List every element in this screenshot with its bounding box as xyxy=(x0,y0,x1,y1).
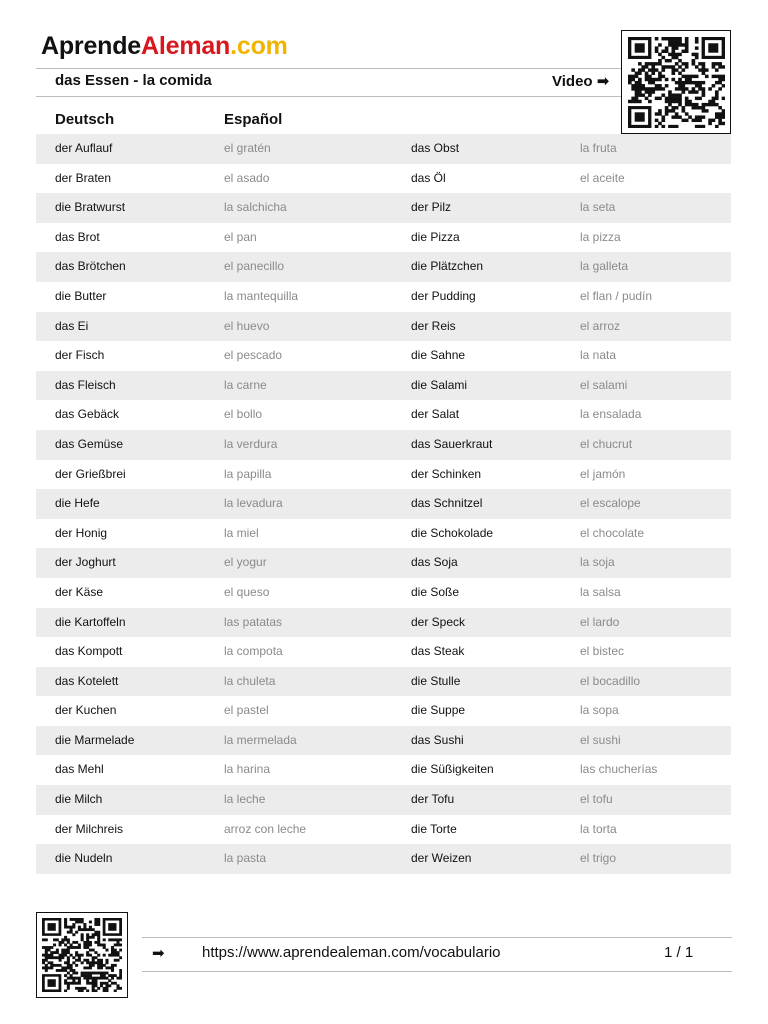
spanish-word: la ensalada xyxy=(580,407,642,422)
spanish-word: la verdura xyxy=(224,436,278,451)
table-row xyxy=(36,400,731,430)
table-row xyxy=(36,608,731,638)
german-word: die Hefe xyxy=(55,496,100,511)
german-word: das Öl xyxy=(411,170,446,185)
arrow-right-icon: ➡ xyxy=(596,73,610,90)
spanish-word: la papilla xyxy=(224,466,272,481)
german-word: die Nudeln xyxy=(55,851,113,866)
spanish-word: el flan / pudín xyxy=(580,288,653,303)
video-link[interactable] xyxy=(552,72,609,90)
column-header-espanol: Español xyxy=(224,111,283,128)
german-word: die Marmelade xyxy=(55,732,135,747)
table-row xyxy=(36,341,731,371)
spanish-word: el trigo xyxy=(580,851,617,866)
spanish-word: el jamón xyxy=(580,466,626,481)
table-row xyxy=(36,489,731,519)
spanish-word: el sushi xyxy=(580,732,621,747)
german-word: das Gemüse xyxy=(55,436,124,451)
spanish-word: la soja xyxy=(580,555,615,570)
spanish-word: el salami xyxy=(580,377,628,392)
logo-part-aprende: Aprende xyxy=(41,32,142,60)
site-logo xyxy=(41,31,288,61)
german-word: das Kompott xyxy=(55,644,123,659)
table-row xyxy=(36,134,731,164)
spanish-word: las patatas xyxy=(224,614,283,629)
table-row xyxy=(36,223,731,253)
spanish-word: el arroz xyxy=(580,318,621,333)
german-word: das Sushi xyxy=(411,732,464,747)
german-word: der Honig xyxy=(55,525,108,540)
german-word: die Soße xyxy=(411,584,460,599)
qr-code-icon xyxy=(628,37,725,128)
german-word: der Käse xyxy=(55,584,104,599)
spanish-word: el bocadillo xyxy=(580,673,641,688)
video-label: Video xyxy=(552,73,593,90)
german-word: die Pizza xyxy=(411,229,460,244)
arrow-right-icon: ➡ xyxy=(152,945,165,962)
german-word: der Salat xyxy=(411,407,460,422)
table-row xyxy=(36,726,731,756)
spanish-word: la seta xyxy=(580,200,616,215)
table-row xyxy=(36,519,731,549)
german-word: die Süßigkeiten xyxy=(411,762,494,777)
spanish-word: la harina xyxy=(224,762,271,777)
german-word: der Pudding xyxy=(411,288,476,303)
table-row xyxy=(36,371,731,401)
spanish-word: la galleta xyxy=(580,259,629,274)
german-word: die Stulle xyxy=(411,673,461,688)
german-word: der Braten xyxy=(55,170,112,185)
footer-divider-bottom xyxy=(142,971,732,972)
spanish-word: el bistec xyxy=(580,644,625,659)
logo-part-com: .com xyxy=(230,32,288,60)
german-word: die Butter xyxy=(55,288,107,303)
german-word: das Schnitzel xyxy=(411,496,483,511)
table-row xyxy=(36,578,731,608)
qr-code-bottom[interactable] xyxy=(36,912,128,998)
table-row xyxy=(36,312,731,342)
german-word: das Steak xyxy=(411,644,465,659)
spanish-word: la chuleta xyxy=(224,673,276,688)
spanish-word: el queso xyxy=(224,584,270,599)
german-word: die Schokolade xyxy=(411,525,494,540)
table-row xyxy=(36,193,731,223)
spanish-word: la mermelada xyxy=(224,732,297,747)
table-row xyxy=(36,785,731,815)
german-word: das Brötchen xyxy=(55,259,126,274)
german-word: die Torte xyxy=(411,821,457,836)
spanish-word: la levadura xyxy=(224,496,283,511)
spanish-word: el huevo xyxy=(224,318,270,333)
spanish-word: la carne xyxy=(224,377,267,392)
german-word: das Mehl xyxy=(55,762,104,777)
german-word: der Milchreis xyxy=(55,821,124,836)
table-row xyxy=(36,755,731,785)
german-word: der Reis xyxy=(411,318,456,333)
spanish-word: la sopa xyxy=(580,703,619,718)
spanish-word: el asado xyxy=(224,170,270,185)
table-row xyxy=(36,844,731,874)
spanish-word: la pizza xyxy=(580,229,621,244)
spanish-word: el lardo xyxy=(580,614,620,629)
spanish-word: el chucrut xyxy=(580,436,633,451)
spanish-word: el chocolate xyxy=(580,525,645,540)
footer-divider-top xyxy=(142,937,732,938)
german-word: das Sauerkraut xyxy=(411,436,493,451)
german-word: das Fleisch xyxy=(55,377,116,392)
spanish-word: la miel xyxy=(224,525,259,540)
table-row xyxy=(36,667,731,697)
table-row xyxy=(36,548,731,578)
german-word: der Fisch xyxy=(55,348,105,363)
spanish-word: el yogur xyxy=(224,555,267,570)
german-word: die Kartoffeln xyxy=(55,614,126,629)
german-word: das Ei xyxy=(55,318,89,333)
table-row xyxy=(36,252,731,282)
spanish-word: el panecillo xyxy=(224,259,285,274)
german-word: das Kotelett xyxy=(55,673,119,688)
header-divider-bottom xyxy=(36,96,621,97)
spanish-word: la leche xyxy=(224,792,266,807)
table-row xyxy=(36,815,731,845)
spanish-word: el gratén xyxy=(224,141,271,155)
spanish-word: la mantequilla xyxy=(224,288,299,303)
spanish-word: la fruta xyxy=(580,141,617,155)
german-word: der Speck xyxy=(411,614,466,629)
spanish-word: el pan xyxy=(224,229,257,244)
table-row xyxy=(36,637,731,667)
spanish-word: el bollo xyxy=(224,407,263,422)
german-word: der Pilz xyxy=(411,200,452,215)
table-row xyxy=(36,164,731,194)
spanish-word: la salchicha xyxy=(224,200,287,215)
spanish-word: el pastel xyxy=(224,703,269,718)
spanish-word: la pasta xyxy=(224,851,267,866)
header-divider-top xyxy=(36,68,621,69)
german-word: der Grießbrei xyxy=(55,466,126,481)
german-word: der Weizen xyxy=(411,851,472,866)
german-word: der Kuchen xyxy=(55,703,117,718)
spanish-word: el aceite xyxy=(580,170,625,185)
german-word: die Sahne xyxy=(411,348,466,363)
spanish-word: arroz con leche xyxy=(224,821,307,836)
page-number: 1 / 1 xyxy=(664,944,694,961)
table-row xyxy=(36,460,731,490)
column-header-deutsch: Deutsch xyxy=(55,111,115,128)
spanish-word: el tofu xyxy=(580,792,613,807)
logo-part-aleman: Aleman xyxy=(141,32,231,60)
vocabulary-table xyxy=(36,134,731,874)
table-row xyxy=(36,430,731,460)
spanish-word: la torta xyxy=(580,821,617,836)
german-word: die Milch xyxy=(55,792,103,807)
german-word: der Joghurt xyxy=(55,555,116,570)
german-word: das Obst xyxy=(411,141,460,155)
german-word: die Plätzchen xyxy=(411,259,484,274)
spanish-word: la salsa xyxy=(580,584,621,599)
page-title: das Essen - la comida xyxy=(55,72,212,89)
german-word: die Salami xyxy=(411,377,468,392)
german-word: der Tofu xyxy=(411,792,455,807)
german-word: das Soja xyxy=(411,555,458,570)
table-row xyxy=(36,282,731,312)
german-word: das Brot xyxy=(55,229,100,244)
qr-code-top[interactable] xyxy=(621,30,731,134)
spanish-word: la nata xyxy=(580,348,617,363)
qr-code-icon xyxy=(42,918,122,992)
german-word: der Auflauf xyxy=(55,141,113,155)
footer-url-link[interactable]: https://www.aprendealeman.com/vocabulario xyxy=(202,944,501,961)
spanish-word: la compota xyxy=(224,644,283,659)
german-word: die Bratwurst xyxy=(55,200,126,215)
spanish-word: el escalope xyxy=(580,496,641,511)
german-word: der Schinken xyxy=(411,466,482,481)
table-row xyxy=(36,696,731,726)
spanish-word: las chucherías xyxy=(580,762,658,777)
german-word: die Suppe xyxy=(411,703,466,718)
spanish-word: el pescado xyxy=(224,348,283,363)
german-word: das Gebäck xyxy=(55,407,120,422)
